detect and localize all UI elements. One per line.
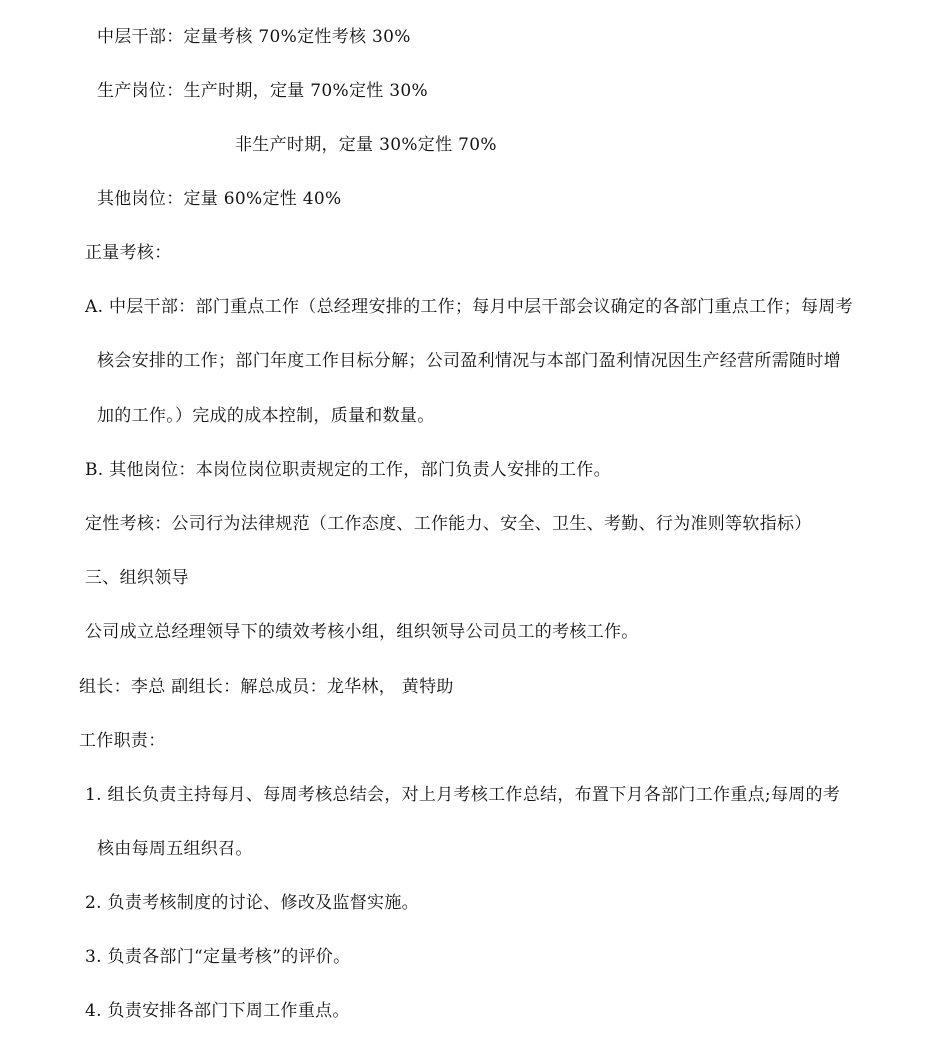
team-members: 组长：李总 副组长：解总成员：龙华林， 黄特助 xyxy=(79,677,454,697)
ratio-other-posts: 其他岗位：定量 60%定性 40% xyxy=(97,189,342,209)
item-a-line-1: A. 中层干部：部门重点工作（总经理安排的工作；每月中层干部会议确定的各部门重点工作；每周考 xyxy=(85,297,853,317)
organization-paragraph: 公司成立总经理领导下的绩效考核小组，组织领导公司员工的考核工作。 xyxy=(85,622,639,642)
ratio-non-production-period: 非生产时期，定量 30%定性 70% xyxy=(235,135,497,155)
ratio-production-posts: 生产岗位：生产时期，定量 70%定性 30% xyxy=(97,81,428,101)
duty-item-2: 2. 负责考核制度的讨论、修改及监督实施。 xyxy=(85,893,419,913)
qualitative-paragraph: 定性考核：公司行为法律规范（工作态度、工作能力、安全、卫生、考勤、行为准则等软指标） xyxy=(85,514,812,534)
duty-item-4: 4. 负责安排各部门下周工作重点。 xyxy=(85,1001,350,1021)
duty-item-1-line-2: 核由每周五组织召。 xyxy=(97,839,253,859)
item-a-line-3: 加的工作。）完成的成本控制，质量和数量。 xyxy=(97,406,435,426)
section-heading-organization: 三、组织领导 xyxy=(85,568,189,588)
duties-heading: 工作职责： xyxy=(79,731,166,751)
ratio-middle-managers: 中层干部：定量考核 70%定性考核 30% xyxy=(97,27,411,47)
duty-item-3: 3. 负责各部门“定量考核”的评价。 xyxy=(85,947,351,967)
item-b: B. 其他岗位：本岗位岗位职责规定的工作，部门负责人安排的工作。 xyxy=(85,460,611,480)
duty-item-1-line-1: 1. 组长负责主持每月、每周考核总结会，对上月考核工作总结，布置下月各部门工作重点;每周的考 xyxy=(85,785,841,805)
item-a-line-2: 核会安排的工作；部门年度工作目标分解；公司盈利情况与本部门盈利情况因生产经营所需随时增 xyxy=(97,351,841,371)
quantitative-heading: 正量考核： xyxy=(85,243,172,263)
